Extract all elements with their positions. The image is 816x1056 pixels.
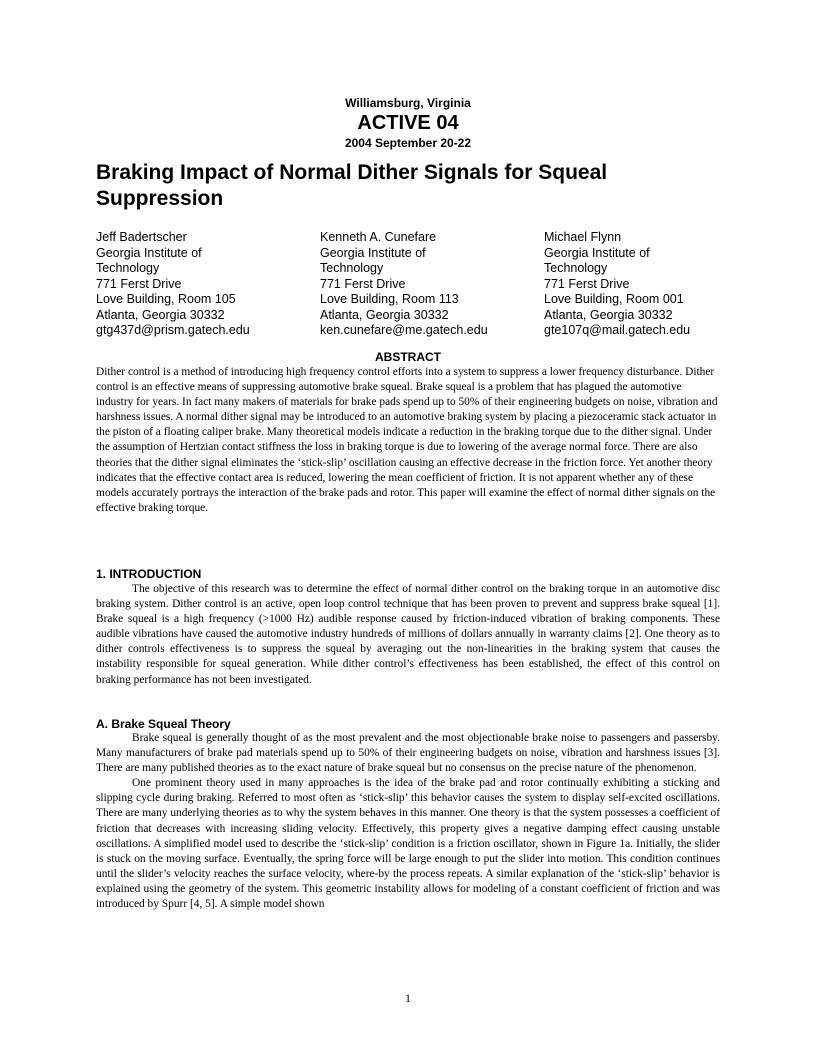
conference-location: Williamsburg, Virginia bbox=[345, 96, 471, 110]
brake-squeal-body bbox=[96, 731, 720, 912]
author-street: 771 Ferst Drive bbox=[320, 276, 406, 291]
page-number: 1 bbox=[405, 991, 411, 1005]
section-heading-brake-squeal-theory: A. Brake Squeal Theory bbox=[96, 717, 231, 731]
conference-date: 2004 September 20-22 bbox=[344, 136, 472, 150]
paper-title: Braking Impact of Normal Dither Signals for Squeal Suppression bbox=[96, 161, 608, 210]
author-name: Jeff Badertscher bbox=[96, 230, 187, 244]
author-name: Kenneth A. Cunefare bbox=[320, 230, 437, 244]
author-city: Atlanta, Georgia 30332 bbox=[96, 307, 225, 322]
author-block bbox=[544, 230, 720, 339]
author-block bbox=[320, 230, 530, 339]
author-email: gtg437d@prism.gatech.edu bbox=[96, 323, 250, 337]
abstract-text: Dither control is a method of introducing high frequency control efforts into a system to suppress a lower frequency disturbance. Dither control is an effective means of suppressing automotive brake squeal. Brake squeal is a problem that has plagued the automotive industry for years. In fact many makers of materials for brake pads spend up to 50% of their engineering budgets on noise, vibration and harshness issues. A normal dither signal may be introduced to an automotive braking system by placing a piezoceramic stack actuator in the piston of a floating caliper brake. Many theoretical models indicate a reduction in the braking torque due to the dither signal. Under the assumption of Hertzian contact stiffness the loss in braking torque is due to lowering of the average normal force. There are also theories that the dither signal eliminates the ‘stick-slip’ oscillation causing an effective decrease in the friction force. Yet another theory indicates that the effective contact area is reduced, lowering the mean coefficient of friction. It is not apparent whether any of these models accurately portrays the interaction of the brake pads and rotor. This paper will examine the effect of normal dither signals on the effective braking torque. bbox=[96, 366, 718, 514]
author-street: 771 Ferst Drive bbox=[544, 276, 630, 291]
author-affiliation: Georgia Institute of bbox=[320, 245, 426, 260]
author-street: 771 Ferst Drive bbox=[96, 276, 182, 291]
body-paragraph: Brake squeal is generally thought of as the most prevalent and the most objectionable brake noise to passengers and passersby. Many manufacturers of brake pad materials spend up to 50% of their engineering budgets on noise, vibration and harshness issues [3]. There are many published theories as to the exact nature of brake squeal but no consensus on the precise nature of the phenomenon. bbox=[96, 732, 720, 775]
author-email: ken.cunefare@me.gatech.edu bbox=[320, 323, 488, 337]
author-name: Michael Flynn bbox=[544, 230, 622, 244]
author-affiliation-cont: Technology bbox=[96, 261, 160, 275]
author-city: Atlanta, Georgia 30332 bbox=[320, 307, 449, 322]
author-building: Love Building, Room 113 bbox=[320, 292, 459, 306]
author-block bbox=[96, 230, 306, 339]
introduction-body bbox=[96, 582, 720, 688]
author-affiliation: Georgia Institute of bbox=[96, 245, 202, 260]
author-email: gte107q@mail.gatech.edu bbox=[544, 323, 691, 337]
body-paragraph: The objective of this research was to determine the effect of normal dither control on the braking torque in an automotive disc braking system. Dither control is an active, open loop control technique that has been proven to prevent and suppress brake squeal [1]. Brake squeal is a high frequency (>1000 Hz) audible response caused by friction-induced vibration of braking components. These audible vibrations have caused the automotive industry hundreds of millions of dollars annually in warranty claims [2]. One theory as to dither controls effectiveness is to suppress the squeal by averaging out the non-linearities in the braking system that causes the instability responsible for squeal generation. While dither control’s effectiveness has been established, the effect of this control on braking performance has not been investigated. bbox=[96, 583, 720, 686]
author-building: Love Building, Room 001 bbox=[544, 292, 684, 306]
author-affiliation: Georgia Institute of bbox=[544, 245, 650, 260]
author-affiliation-cont: Technology bbox=[544, 261, 608, 275]
author-city: Atlanta, Georgia 30332 bbox=[544, 307, 673, 322]
abstract-heading: ABSTRACT bbox=[375, 350, 441, 364]
conference-name: ACTIVE 04 bbox=[357, 112, 459, 134]
author-affiliation-cont: Technology bbox=[320, 261, 384, 275]
author-building: Love Building, Room 105 bbox=[96, 292, 236, 306]
body-paragraph: One prominent theory used in many approaches is the idea of the brake pad and rotor continually exhibiting a sticking and slipping cycle during braking. Referred to most often as ‘stick-slip’ this behavior causes the system to display self-excited oscillations. There are many underlying theories as to why the system behaves in this manner. One theory is that the system possesses a coefficient of friction that decreases with increasing sliding velocity. Effectively, this property gives a negative damping effect causing unstable oscillations. A simplified model used to describe the ‘stick-slip’ condition is a friction oscillator, shown in Figure 1a. Initially, the slider is stuck on the moving surface. Eventually, the spring force will be large enough to put the slider into motion. This condition continues until the slider’s velocity reaches the surface velocity, where-by the process repeats. A similar explanation of the ‘stick-slip’ behavior is explained using the geometry of the system. This geometric instability allows for modeling of a constant coefficient of friction and was introduced by Spurr [4, 5]. A simple model shown bbox=[96, 777, 720, 911]
section-heading-introduction: 1. INTRODUCTION bbox=[96, 567, 202, 581]
